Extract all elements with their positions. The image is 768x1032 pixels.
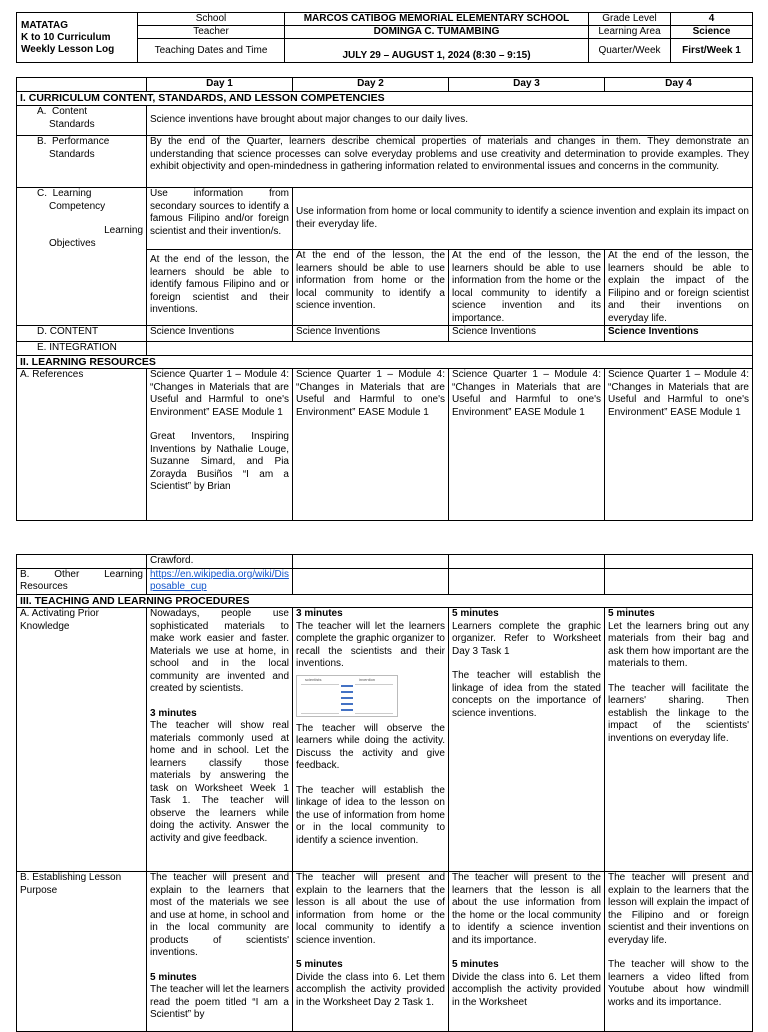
purpose-day1-p1: The teacher will present and explain to the learners that most of the materials we see and use at home, in school and in the local community are products of scientists' inventions. <box>150 872 289 958</box>
purpose-day4-p2: The teacher will show to the learners a video lifted from Youtube about how windmill works and its importance. <box>608 959 749 1008</box>
prior-knowledge-label: A. Activating Prior Knowledge <box>17 608 147 872</box>
lesson-purpose-label: B. Establishing Lesson Purpose <box>17 872 147 1032</box>
ref-day1-extra: Great Inventors, Inspiring Inventions by Nathalie Louge, Suzanne Simard, and Pia Zorayda Busiños “I am a Scientist” by Brian <box>150 431 289 492</box>
objective-day2: At the end of the lesson, the learners should be able to use information from home or the local community to identify a science invention. <box>293 250 449 326</box>
objective-day1: At the end of the lesson, the learners should be able to identify famous Filipino and or foreign scientist and their inventions. <box>147 250 293 326</box>
blank-cell <box>605 568 753 594</box>
integration-label: E. INTEGRATION <box>17 342 147 356</box>
content-day1: Science Inventions <box>147 326 293 342</box>
day2-header: Day 2 <box>293 78 449 92</box>
lesson-table-part1 <box>16 77 753 521</box>
label-word3: Learning <box>104 225 143 236</box>
prior-day1-minutes: 3 minutes <box>150 707 197 719</box>
label-word2: Standards <box>49 118 95 130</box>
quarter-label: Quarter/Week <box>589 39 671 63</box>
teacher-label: Teacher <box>138 26 285 39</box>
prior-day3 <box>449 608 605 872</box>
prior-day2-p2: The teacher will observe the learners while doing the activity. Discuss the activity and give feedback. <box>296 722 445 771</box>
label-letter: A. <box>37 106 47 117</box>
other-resources-day1 <box>147 568 293 594</box>
day4-header: Day 4 <box>605 78 753 92</box>
purpose-day3-p1: The teacher will present to the learners that the lesson is all about the use information from the home or the local community to identify a science invention and its importance. <box>452 872 601 946</box>
day1-header: Day 1 <box>147 78 293 92</box>
blank-cell <box>17 555 147 569</box>
header-left-line1: MATATAG <box>21 19 69 31</box>
references-day2: Science Quarter 1 – Module 4: “Changes in Materials that are Useful and Harmful to one's Environment” EASE Module 1 <box>293 369 449 521</box>
label-word: Performance <box>52 136 110 147</box>
purpose-day2-p1: The teacher will present and explain to the learners that the lesson is all about the use of information from home or the local community to identify a science invention. <box>296 872 445 946</box>
area-label: Learning Area <box>589 26 671 39</box>
content-standards-label <box>17 106 147 136</box>
prior-day3-p1: Learners complete the graphic organizer. Refer to Worksheet Day 3 Task 1 <box>452 620 601 657</box>
label-word: Content <box>52 106 88 117</box>
other-resources-label: B. Other Learning Resources <box>17 568 147 594</box>
quarter-value: First/Week 1 <box>671 39 753 63</box>
label-word: Learning <box>52 188 92 199</box>
blank-cell <box>449 568 605 594</box>
label-word2: Competency <box>49 200 106 212</box>
objective-day3: At the end of the lesson, the learners should be able to use information from the home or the local community to identify a science invention and its importance. <box>449 250 605 326</box>
competency-day1: Use information from secondary sources to identify a famous Filipino and/or foreign scientist and their invention/s. <box>147 188 293 250</box>
section1-title: I. CURRICULUM CONTENT, STANDARDS, AND LESSON COMPETENCIES <box>17 92 753 106</box>
prior-day2-p1: The teacher will let the learners complete the graphic organizer to recall the scientists and their inventions. <box>296 620 445 669</box>
prior-day3-minutes: 5 minutes <box>452 608 499 619</box>
purpose-day3-minutes: 5 minutes <box>452 959 499 970</box>
school-label: School <box>138 13 285 26</box>
school-value: MARCOS CATIBOG MEMORIAL ELEMENTARY SCHOOL <box>285 13 589 26</box>
dates-value: JULY 29 – AUGUST 1, 2024 (8:30 – 9:15) <box>285 39 589 63</box>
blank-cell <box>605 555 753 569</box>
performance-standards-text: By the end of the Quarter, learners describe chemical properties of materials and changes in them. They demonstrate an understanding that science processes can solve everyday problems and use creativity and determination to provide examples. They exhibit objectivity and open-mindedness in gathering information related to environmental issues and concerns in the community. <box>147 136 753 188</box>
references-day3: Science Quarter 1 – Module 4: “Changes in Materials that are Useful and Harmful to one's Environment” EASE Module 1 <box>449 369 605 521</box>
organizer-right-label: invention <box>359 676 376 682</box>
content-row-label: D. CONTENT <box>17 326 147 342</box>
organizer-left-label: scientists <box>305 676 322 682</box>
content-day3: Science Inventions <box>449 326 605 342</box>
purpose-day2 <box>293 872 449 1032</box>
prior-day1-p2: The teacher will show real materials commonly used at home and in school. Let the learners classify those materials by answering the task on Worksheet Week 1 Task 1. The teacher will observe the learners while doing the activity. Answer the activity and give feedback. <box>150 720 289 844</box>
grade-label: Grade Level <box>589 13 671 26</box>
ref-day1-text: Science Quarter 1 – Module 4: “Changes in Materials that are Useful and Harmful to one's Environment” EASE Module 1 <box>150 369 289 418</box>
blank-cell <box>293 555 449 569</box>
purpose-day3 <box>449 872 605 1032</box>
prior-day1-p1: Nowadays, people use sophisticated materials to make work easier and faster. Materials we use at home, in school and in the local community are invented and created by scientists. <box>150 608 289 694</box>
header-table <box>16 12 753 63</box>
days-header-row <box>17 78 753 92</box>
purpose-day1 <box>147 872 293 1032</box>
purpose-day4-p1: The teacher will present and explain to the learners that the lesson will explain the impact of the Filipino and or foreign scientist and their inventions on everyday life. <box>608 872 749 946</box>
header-left <box>17 13 138 63</box>
prior-day1 <box>147 608 293 872</box>
purpose-day1-minutes: 5 minutes <box>150 971 197 983</box>
prior-day4 <box>605 608 753 872</box>
prior-day2 <box>293 608 449 872</box>
teacher-value: DOMINGA C. TUMAMBING <box>285 26 589 39</box>
blank-cell <box>17 78 147 92</box>
purpose-day1-p2: The teacher will let the learners read the poem titled “I am a Scientist” by <box>150 984 289 1020</box>
section2-title: II. LEARNING RESOURCES <box>17 355 753 369</box>
prior-day4-minutes: 5 minutes <box>608 608 655 619</box>
prior-day4-p1: Let the learners bring out any materials from their bag and ask them how important are the materials to them. <box>608 620 749 669</box>
objective-day4: At the end of the lesson, the learners should be able to explain the impact of the Filipino and or foreign scientist and their inventions on everyday life. <box>605 250 753 326</box>
competency-label <box>17 188 147 326</box>
blank-cell <box>293 568 449 594</box>
dates-label: Teaching Dates and Time <box>138 39 285 63</box>
performance-standards-label <box>17 136 147 188</box>
label-letter: B. <box>37 136 47 147</box>
prior-day2-minutes: 3 minutes <box>296 608 343 619</box>
references-label: A. References <box>17 369 147 521</box>
references-day1 <box>147 369 293 521</box>
prior-day2-p3: The teacher will establish the linkage of idea to the lesson on the use of information from home or in the local community to identify a science invention. <box>296 784 445 846</box>
graphic-organizer-image <box>296 675 398 717</box>
purpose-day3-p2: Divide the class into 6. Let them accomplish the activity provided in the Worksheet <box>452 971 601 1008</box>
header-left-line3: Weekly Lesson Log <box>21 43 115 55</box>
references-day4: Science Quarter 1 – Module 4: “Changes in Materials that are Useful and Harmful to one's Environment” EASE Module 1 <box>605 369 753 521</box>
blank-cell <box>449 555 605 569</box>
ref-day1-continued: Crawford. <box>147 555 293 569</box>
label-letter: C. <box>37 188 47 199</box>
content-standards-text: Science inventions have brought about major changes to our daily lives. <box>147 106 753 136</box>
grade-value: 4 <box>671 13 753 26</box>
lesson-table-part2 <box>16 554 753 1032</box>
purpose-day2-p2: Divide the class into 6. Let them accomplish the activity provided in the Worksheet Day 2 Task 1. <box>296 971 445 1008</box>
wikipedia-link[interactable]: https://en.wikipedia.org/wiki/Disposable_cup <box>150 568 289 592</box>
section3-title: III. TEACHING AND LEARNING PROCEDURES <box>17 594 753 608</box>
competency-rest: Use information from home or local community to identify a science invention and explain its impact on their everyday life. <box>293 188 753 250</box>
integration-value <box>147 342 753 356</box>
area-value: Science <box>671 26 753 39</box>
label-word4: Objectives <box>49 237 96 249</box>
content-day4: Science Inventions <box>605 326 753 342</box>
content-day2: Science Inventions <box>293 326 449 342</box>
label-word2: Standards <box>49 148 95 160</box>
prior-day4-p2: The teacher will facilitate the learners' sharing. Then establish the linkage to the impact of the scientists' inventions on everyday life. <box>608 682 749 744</box>
header-left-line2: K to 10 Curriculum <box>21 31 111 43</box>
prior-day3-p2: The teacher will establish the linkage of idea from the stated concepts on the importance of science inventions. <box>452 670 601 719</box>
purpose-day2-minutes: 5 minutes <box>296 959 343 970</box>
day3-header: Day 3 <box>449 78 605 92</box>
purpose-day4 <box>605 872 753 1032</box>
